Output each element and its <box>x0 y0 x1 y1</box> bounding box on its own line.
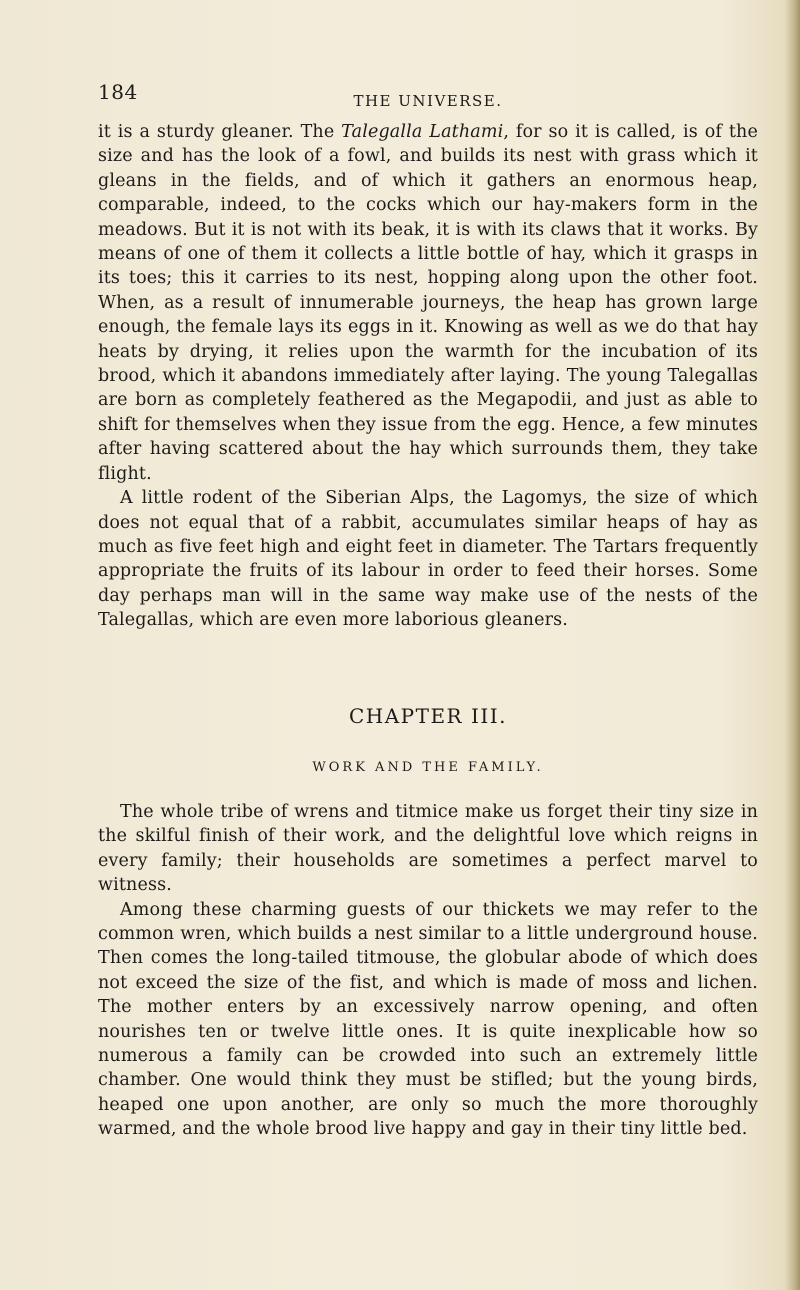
paragraph-titmouse: Among these charming guests of our thickets we may refer to the common wren, which builds a nest similar to a little underground house. Then comes the long-tailed titmouse, the globular abode of which does not exceed the size of the fist, and which is made of moss and lichen. The mother enters by an excessively narrow opening, and often nourishes ten or twelve little ones. It is quite inexplicable how so numerous a family can be crowded into such an extremely little chamber. One would think they must be stifled; but the young birds, heaped one upon another, are only so much the more thoroughly warmed, and the whole brood live happy and gay in their tiny little bed. <box>98 899 758 1140</box>
chapter-subheading: WORK AND THE FAMILY. <box>312 760 544 775</box>
paragraph-lagomys: A little rodent of the Siberian Alps, the Lagomys, the size of which does not equal that of a rabbit, accumulates similar heaps of hay as much as five feet high and eight feet in diameter. The Tartars frequently appropriate the fruits of its labour in order to feed their horses. Some day perhaps man will in the same way make use of the nests of the Talegallas, which are even more laborious gleaners. <box>98 488 758 631</box>
page-edge-shadow <box>786 0 800 1290</box>
section-wrens <box>98 800 758 1142</box>
page-number: 184 <box>98 80 138 104</box>
page-header <box>98 80 758 120</box>
paragraph-talegalla-rest: , for so it is called, is of the size and has the look of a fowl, and builds its nest with grass which it gleans in the fields, and of which it gathers an enormous heap, comparable, indeed, to the cocks which our hay-makers form in the meadows. But it is not with its beak, it is with its claws that it works. By means of one of them it collects a little bottle of hay, which it grasps in its toes; this it carries to its nest, hopping along upon the other foot. When, as a result of innumerable journeys, the heap has grown large enough, the female lays its eggs in it. Knowing as well as we do that hay heats by drying, it relies upon the warmth for the incubation of its brood, which it abandons immediately after laying. The young Talegallas are born as completely feathered as the Megapodii, and just as able to shift for themselves when they issue from the egg. Hence, a few minutes after having scattered about the hay which surrounds them, they take flight. <box>98 122 758 484</box>
paragraph-talegalla <box>98 120 758 486</box>
species-name: Talegalla Lathami <box>341 122 504 142</box>
chapter-heading: CHAPTER III. <box>348 704 508 728</box>
section-talegalla <box>98 120 758 633</box>
running-title: THE UNIVERSE. <box>353 92 503 110</box>
paragraph-wrens: The whole tribe of wrens and titmice make us forget their tiny size in the skilful finish of their work, and the delightful love which reigns in every family; their households are sometimes a perfect marvel to witness. <box>98 802 758 896</box>
paragraph-talegalla-start: it is a sturdy gleaner. The <box>98 122 342 142</box>
